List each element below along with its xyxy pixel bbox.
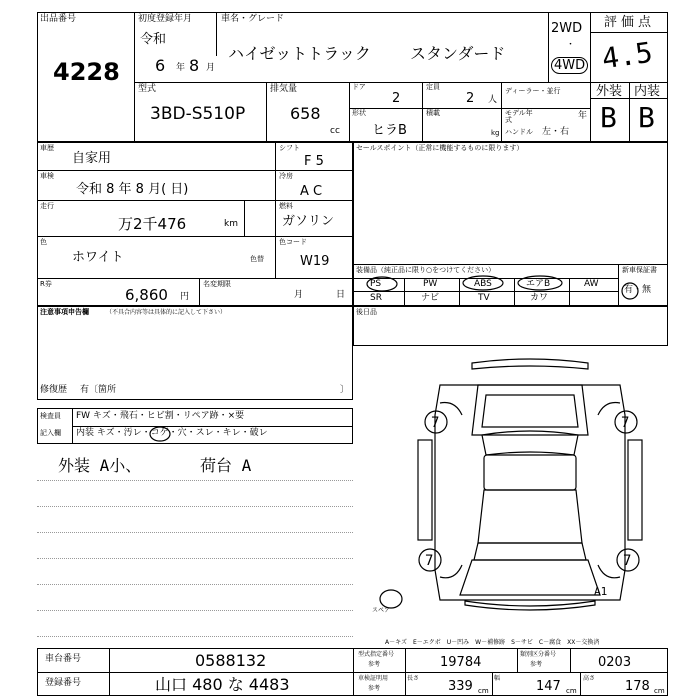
yen-unit: 円 — [180, 292, 190, 302]
length-label: 長さ — [407, 675, 420, 682]
recycle-label: R券 — [40, 280, 52, 288]
after-market-block — [353, 306, 668, 346]
stain-mark — [148, 425, 172, 443]
class-label: 類別区分番号 — [520, 651, 557, 658]
repair-label: 修復歴 — [40, 385, 68, 395]
plate-label: 登録番号 — [45, 678, 82, 688]
km-unit: km — [224, 219, 238, 229]
plate-number: 山口 480 な 4483 — [155, 675, 290, 694]
width-value: 147 — [536, 679, 561, 694]
class-sub: 参考 — [530, 661, 543, 668]
repair-value: 有〔箇所 — [80, 385, 117, 395]
recycle-value: 6,860 — [125, 286, 168, 304]
lot-label: 出品番号 — [40, 14, 77, 24]
drive-2wd: 2WD — [551, 21, 583, 36]
mileage-value: 万2千476 — [118, 215, 187, 233]
color-value: ホワイト — [72, 250, 124, 265]
warranty-mark — [620, 282, 640, 300]
inspector-label-1: 検査員 — [40, 412, 61, 420]
name-change-month: 月 — [294, 290, 304, 300]
after-market-label: 後日品 — [356, 308, 377, 316]
repair-bracket: 〕 — [340, 385, 350, 395]
equip-ps: PS — [370, 279, 382, 289]
model-value: 3BD-S510P — [150, 104, 246, 124]
month-unit: 月 — [206, 63, 216, 73]
shape-label: 形状 — [352, 109, 366, 117]
tire-mark-rr: 7 — [623, 553, 632, 569]
equip-aw: AW — [584, 279, 599, 289]
notes-label: 注意事項申告欄 — [40, 308, 89, 316]
length-value: 339 — [448, 679, 473, 694]
equip-leather: カワ — [530, 293, 549, 303]
capacity-label: 定員 — [426, 83, 440, 91]
shift-label: シフト — [279, 144, 300, 152]
lot-number: 4228 — [53, 58, 120, 86]
score-value: 4.5 — [599, 35, 655, 76]
displacement-label: 排気量 — [270, 84, 298, 94]
sales-point-label: セールスポイント（正常に機能するものに限ります） — [356, 144, 524, 152]
reg-month: 8 — [189, 56, 200, 75]
interior-grade: B — [638, 101, 655, 134]
tire-mark-fr: 7 — [621, 415, 630, 431]
drive-4wd: 4WD — [551, 57, 588, 74]
inspector-row-2: 内装 キズ・汚レ・コゲ・穴・スレ・キレ・破レ — [76, 428, 268, 438]
exterior-grade: B — [600, 101, 617, 134]
equip-navi: ナビ — [421, 293, 440, 303]
equip-pw: PW — [423, 279, 438, 289]
equipment-label: 装備品（純正品に限り○をつけてください） — [356, 266, 496, 274]
equip-abs: ABS — [474, 279, 492, 289]
shape-value: ヒラB — [372, 123, 407, 138]
height-value: 178 — [625, 679, 650, 694]
fuel-value: ガソリン — [282, 214, 335, 229]
damage-legend: A－キズ E－エクボ U－凹み W－補修跡 S－サビ C－腐食 XX－交換済 — [385, 639, 600, 646]
reg-year: 6 — [155, 56, 166, 75]
tire-mark-rl: 7 — [425, 553, 434, 569]
displacement-value: 658 — [290, 104, 321, 123]
equip-tv: TV — [478, 293, 490, 303]
color-label: 色 — [40, 238, 47, 246]
model-year-label: モデル年式 — [505, 109, 533, 124]
handwritten-remark-1: 外装 A小、 — [58, 456, 142, 475]
warranty-value: 有・無 — [624, 285, 652, 295]
model-designation-label: 型式指定番号 — [358, 651, 395, 658]
cc-unit: cc — [330, 126, 340, 136]
chassis-label: 車台番号 — [45, 654, 82, 664]
warranty-label: 新車保証書 — [622, 266, 657, 274]
length-unit: cm — [478, 687, 489, 695]
first-reg-label: 初度登録年月 — [138, 14, 193, 24]
equipment-marks — [353, 272, 618, 294]
car-grade: スタンダード — [410, 44, 506, 63]
model-designation: 19784 — [440, 655, 482, 670]
inspection-sheet: 出品番号 4228 初度登録年月 令和 6 年 8 月 車名・グレード ハイゼットトラック スタンダード 2WD ・ 4WD 評価点 4.5 外装 内装 B B 型式 3BD-S510P 排気量 658 cc ドア 2 定員 2 人 ディーラー・並行 モデル年式 年 形状 ヒラB 積載 kg ハンドル 左・右 車歴 自家用 車検 令和 8 年 8 月( 日) 走行 万2千476 km シフト F 5 冷房 A C 燃料 ガソリン 色 ホワイト 色替 色コード W19 R券 6,860 円 名変期限 月 日 セールスポイント（正常に機能するものに限ります） 装備品（純正品に限り○をつけてください） PS PW ABS エアB AW SR ナビ TV カワ 新車保証書 有・無 注意事項申告欄 （不具合内容等は具体的に記入して下さい） 修復歴 有〔箇所 〕 後日品 検査員 記入欄 FW キズ・飛石・ヒビ割・リペア跡・×要 内装 キズ・汚レ・コゲ・穴・スレ・キレ・破レ 外装 A小、 荷台 A 7 7 7 7 A1 スペア A－キズ E－エクボ U－凹み W－補修跡 S－サビ C－腐食 XX－交換済 車台番号 0588132 登録番号 山口 480 な 4483 型式指定番号 参考 19784 類別区分番号 参考 0203 車検証明用 参考 長さ 339 cm 幅 147 cm 高さ 178 cm — [0, 0, 700, 700]
width-unit: cm — [566, 687, 577, 695]
history-value: 自家用 — [72, 151, 112, 166]
interior-label: 内装 — [634, 84, 661, 99]
kg-unit: kg — [491, 129, 500, 137]
equip-airbag: エアB — [526, 279, 551, 289]
class-number: 0203 — [598, 655, 632, 670]
person-unit: 人 — [488, 95, 498, 105]
door-label: ドア — [352, 83, 366, 91]
width-label: 幅 — [494, 675, 501, 682]
spare-label: スペア — [372, 607, 391, 614]
model-designation-sub: 参考 — [368, 661, 381, 668]
tire-mark-fl: 7 — [431, 415, 440, 431]
color-change-label: 色替 — [250, 255, 264, 263]
inspector-row-1: FW キズ・飛石・ヒビ割・リペア跡・×要 — [76, 411, 245, 421]
cert-sub: 参考 — [368, 685, 381, 692]
history-label: 車歴 — [40, 144, 54, 152]
ac-value: A C — [300, 184, 323, 199]
inspector-label-2: 記入欄 — [40, 429, 61, 437]
height-label: 高さ — [583, 675, 596, 682]
color-code-value: W19 — [300, 254, 330, 269]
chassis-number: 0588132 — [195, 651, 267, 670]
inspection-label: 車検 — [40, 172, 54, 180]
car-name-label: 車名・グレード — [221, 14, 285, 24]
handle-value: 左・右 — [542, 127, 570, 137]
name-change-label: 名変期限 — [203, 280, 231, 288]
exterior-label: 外装 — [596, 84, 623, 99]
car-name: ハイゼットトラック — [228, 44, 371, 63]
handle-label: ハンドル — [505, 128, 533, 136]
height-unit: cm — [654, 687, 665, 695]
name-change-day: 日 — [336, 290, 346, 300]
mileage-label: 走行 — [40, 202, 54, 210]
fuel-label: 燃料 — [279, 202, 293, 210]
door-value: 2 — [392, 91, 401, 106]
notes-sub-label: （不具合内容等は具体的に記入して下さい） — [106, 309, 227, 316]
shift-value: F 5 — [304, 154, 324, 169]
equip-sr: SR — [370, 293, 382, 303]
score-label: 評価点 — [604, 15, 656, 30]
damage-mark-a1: A1 — [594, 585, 608, 598]
inspection-value: 令和 8 年 8 月( 日) — [76, 182, 189, 197]
load-label: 積載 — [426, 109, 440, 117]
car-damage-diagram — [400, 355, 660, 615]
era: 令和 — [140, 32, 167, 47]
model-label: 型式 — [138, 84, 157, 94]
ac-label: 冷房 — [279, 172, 293, 180]
capacity-value: 2 — [466, 91, 475, 106]
handwritten-remark-2: 荷台 A — [200, 456, 252, 475]
color-code-label: 色コード — [279, 238, 307, 246]
year-unit: 年 — [578, 111, 588, 121]
cert-label: 車検証明用 — [358, 675, 389, 682]
dealer-label: ディーラー・並行 — [505, 87, 561, 95]
